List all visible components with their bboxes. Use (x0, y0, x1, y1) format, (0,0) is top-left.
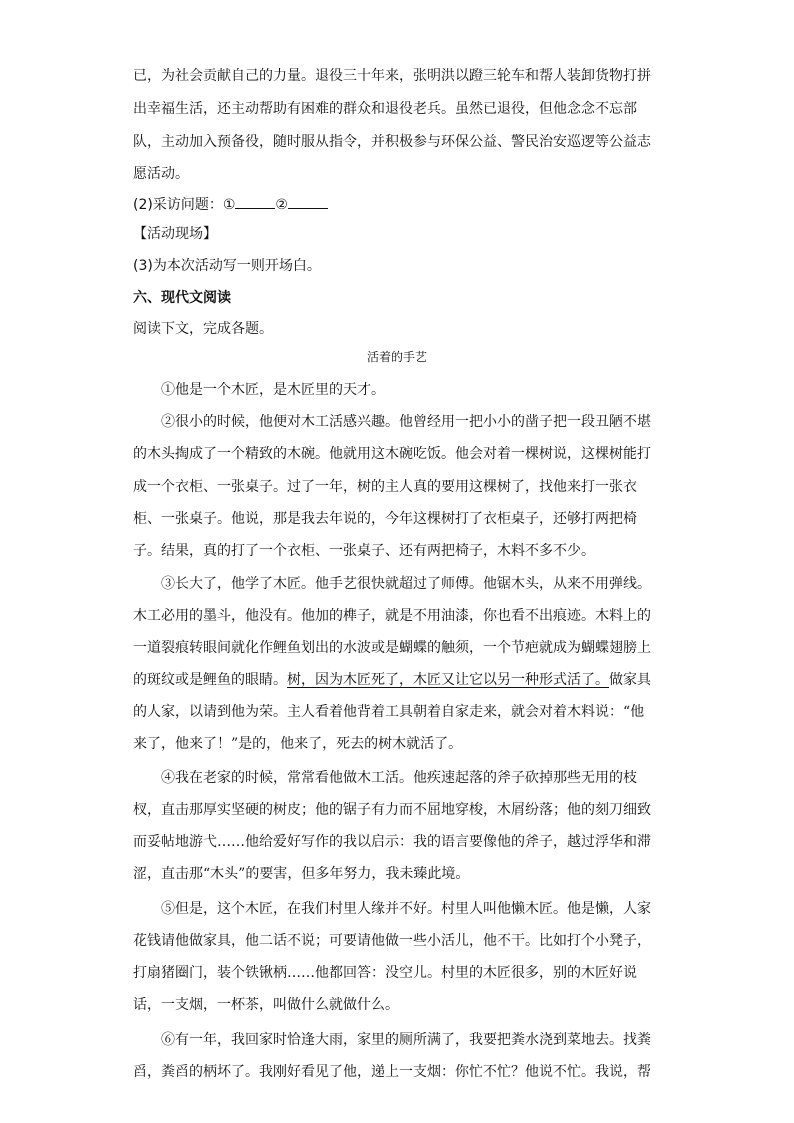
paragraph-5-line: 花钱请他做家具，他二话不说；可要请他做一些小活儿，他不干。比如打个小凳子， (133, 933, 651, 949)
paragraph-6-line: 舀，粪舀的柄坏了。我刚好看见了他，递上一支烟：你忙不忙？他说不忙。我说，帮 (133, 1064, 651, 1080)
paragraph-2-line: 子。结果，真的打了一个衣柜、一张桌子、还有两把椅子，木料不多不少。 (133, 543, 595, 559)
paragraph-3-line: 一道裂痕转眼间就化作鲤鱼划出的水波或是蝴蝶的触须，一个节疤就成为蝴蝶翅膀上 (133, 640, 651, 656)
paragraph-4-line: 杈，直击那厚实坚硬的树皮；他的锯子有力而不屈地穿梭，木屑纷落；他的刻刀细致 (133, 802, 651, 818)
section-6-heading: 六、现代文阅读 (133, 290, 231, 306)
text-line: 已，为社会贡献自己的力量。退役三十年来，张明洪以蹬三轮车和帮人装卸货物打拼 (133, 68, 651, 84)
question-2-mid: ② (275, 197, 288, 213)
text-line: 出幸福生活，还主动帮助有困难的群众和退役老兵。虽然已退役，但他念念不忘部 (133, 101, 637, 117)
paragraph-6-line: ⑥有一年，我回家时恰逢大雨，家里的厕所满了，我要把粪水浇到菜地去。找粪 (161, 1032, 651, 1048)
answer-blank-1[interactable] (235, 194, 275, 209)
instruction: 阅读下文，完成各题。 (133, 321, 273, 337)
paragraph-3-line: 的人家，以请到他为荣。主人看着他背着工具朝着自家走来，就会对着木料说：“他 (133, 704, 645, 720)
text-span: 做家具 (609, 672, 651, 688)
paragraph-3-line: 木工必用的墨斗，他没有。他加的榫子，就是不用油漆，你也看不出痕迹。木料上的 (133, 608, 651, 624)
paragraph-1: ①他是一个木匠，是木匠里的天才。 (161, 382, 385, 398)
text-span: 的斑纹或是鲤鱼的眼睛。 (133, 672, 287, 688)
answer-blank-2[interactable] (288, 194, 328, 209)
text-line: 队，主动加入预备役，随时服从指令，并积极参与环保公益、警民治安巡逻等公益志 (133, 134, 651, 150)
paragraph-5-line: 打扇猪圈门，装个铁锹柄……他都回答：没空儿。村里的木匠很多，别的木匠好说 (133, 965, 637, 981)
paragraph-2-line: ②很小的时候，他便对木工活感兴趣。他曾经用一把小小的凿子把一段丑陋不堪 (161, 414, 651, 430)
paragraph-3-line: ③长大了，他学了木匠。他手艺很快就超过了师傅。他锯木头，从来不用弹线。 (161, 576, 651, 592)
paragraph-2-line: 成一个衣柜、一张桌子。过了一年，树的主人真的要用这棵树了，找他来打一张衣 (133, 479, 637, 495)
paragraph-4-line: 涩，直击那“木头”的要害，但多年努力，我未臻此境。 (133, 866, 470, 882)
question-2 (133, 194, 653, 215)
section-activity-live: 【活动现场】 (133, 226, 217, 242)
underlined-sentence: 树，因为木匠死了，木匠又让它以另一种形式活了。 (287, 672, 609, 688)
paragraph-4-line: ④我在老家的时候，常常看他做木工活。他疾速起落的斧子砍掉那些无用的枝 (161, 770, 637, 786)
article-title: 活着的手艺 (366, 350, 427, 364)
paragraph-3-line (133, 670, 653, 690)
question-3: (3)为本次活动写一则开场白。 (133, 258, 321, 274)
paragraph-2-line: 柜、一张桌子。他说，那是我去年说的，今年这棵树打了衣柜桌子，还够打两把椅 (133, 511, 637, 527)
text-line: 愿活动。 (133, 166, 189, 182)
paragraph-3-line: 来了，他来了！”是的，他来了，死去的树木就活了。 (133, 736, 463, 752)
question-2-prefix: (2)采访问题：① (133, 197, 236, 213)
paragraph-4-line: 而妥帖地游弋……他给爱好写作的我以启示：我的语言要像他的斧子，越过浮华和滞 (133, 834, 651, 850)
paragraph-2-line: 的木头掏成了一个精致的木碗。他就用这木碗吃饭。他会对着一棵树说，这棵树能打 (133, 446, 651, 462)
paragraph-5-line: 话，一支烟，一杯茶，叫做什么就做什么。 (133, 997, 399, 1013)
paragraph-5-line: ⑤但是，这个木匠，在我们村里人缘并不好。村里人叫他懒木匠。他是懒，人家 (161, 901, 651, 917)
